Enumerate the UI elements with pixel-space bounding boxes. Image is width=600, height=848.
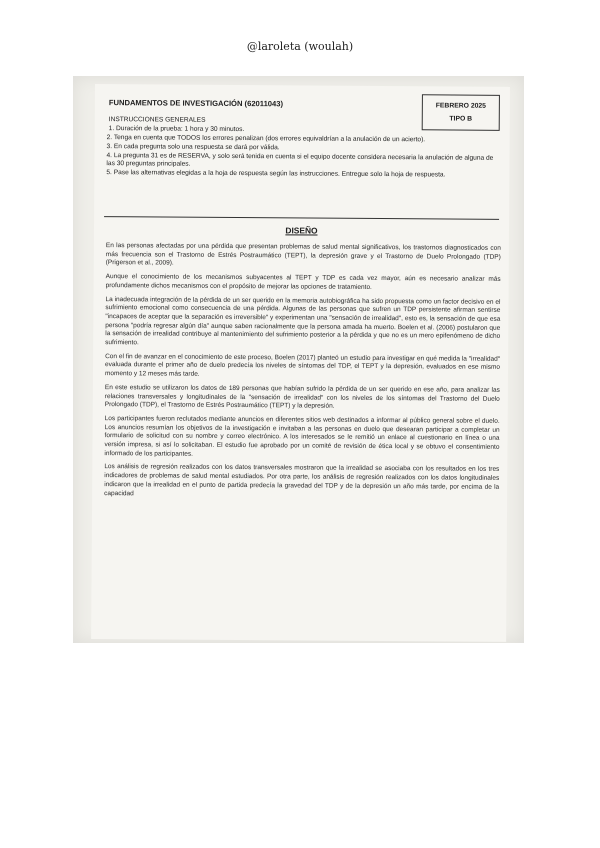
instruction-item: 1. Duración de la prueba: 1 hora y 30 minutos. xyxy=(108,124,245,133)
exam-type: TIPO B xyxy=(449,115,473,123)
paragraph: En este estudio se utilizaron los datos de 189 personas que habían sufrido la pérdida de un ser querido en ese año, para analizar las relaciones transversales y longitudinales de la "sensación de irrealidad" con los niveles de los síntomas del Trastorno del Duelo Prolongado (TDP), el Trastorno de Estrés Postraumático (TEPT) y la depresión. xyxy=(104,383,500,410)
instruction-item: 5. Pase las alternativas elegidas a la hoja de respuesta según las instrucciones. Entregue solo la hoja de respuesta. xyxy=(106,169,446,179)
paragraph: Con el fin de avanzar en el conocimiento de este proceso, Boelen (2017) planteó un estudio para investigar en qué medida la "irrealidad" evaluada durante el primer año de duelo predecía los niveles de síntomas del TDP, el TEPT y la depresión, evaluados en ese mismo momento y 12 meses más tarde. xyxy=(104,352,501,378)
instruction-item: 3. En cada pregunta solo una respuesta se dará por válida. xyxy=(106,142,280,152)
exam-subject: FUNDAMENTOS DE INVESTIGACIÓN (62011043) xyxy=(108,98,284,109)
exam-info-box xyxy=(422,94,500,131)
watermark: @laroleta (woulah) xyxy=(246,40,354,53)
paragraph: En las personas afectadas por una pérdida que presentan problemas de salud mental significativos, los trastornos diagnosticados con más frecuencia son el Trastorno de Estrés Postraumático (TEPT), la depresión grave y el Trastorno de Duelo Prolongado (TDP) (Prigerson et al., 2009). xyxy=(105,242,501,267)
paragraph: Los análisis de regresión realizados con los datos transversales mostraron que la irrealidad se asociaba con los resultados en los tres indicadores de problemas de salud mental estudiados. Por otra parte, los análisis de regresión realizados con los datos longitudinales indicaron que la irrealidad en el punto de partida predecía la gravedad del TDP y de la depresión un año más tarde, por encima de la capacidad xyxy=(104,463,500,497)
paragraph: Los participantes fueron reclutados mediante anuncios en diferentes sitios web destinados a informar al público general sobre el duelo. Los anuncios resumían los objetivos de la investigación e invitaban a las personas en duelo que desearan participar a completar un formulario de solicitud con su nombre y correo electrónico. A los interesados se le remitió un enlace al cuestionario en línea o una versión impresa, si así lo solicitaban. El estudio fue aprobado por un comité de revisión de ética local y se obtuvo el consentimiento informado de los participantes. xyxy=(104,415,500,458)
exam-sheet xyxy=(91,84,510,642)
paragraph: Aunque el conocimiento de los mecanismos subyacentes al TEPT y TDP es cada vez mayor, aún es necesario analizar más profundamente dichos mecanismos con el propósito de mejorar las opciones de tratamiento. xyxy=(105,273,501,291)
instructions xyxy=(109,116,431,136)
paragraph: La inadecuada integración de la pérdida de un ser querido en la memoria autobiográfica ha sido propuesta como un factor decisivo en el sufrimiento emocional como consecuencia de una pérdida. Algunas de las personas que sufren un TDP persistente afirman sentirse "incapaces de aceptar que la separación es irreversible" y experimentan una "sensación de irrealidad", esto es, la sensación de que esa persona "podría regresar algún día" aunque saben racionalmente que la persona amada ha muerto. Boelen et al. (2006) postularon que la sensación de irrealidad contribuye al mantenimiento del sufrimiento posterior a la pérdida y que no es un mero epifenómeno de dicho sufrimiento. xyxy=(105,295,501,347)
section-body xyxy=(104,242,501,506)
exam-photo xyxy=(73,76,524,643)
instructions-list xyxy=(106,134,502,227)
exam-date: FEBRERO 2025 xyxy=(435,102,487,110)
instructions-heading: INSTRUCCIONES GENERALES xyxy=(108,116,206,124)
instruction-item: 4. La pregunta 31 es de RESERVA, y solo será tenida en cuenta si el equipo docente considera necesaria la anulación de alguna de las 30 preguntas principales. xyxy=(106,151,494,169)
instruction-item: 2. Tenga en cuenta que TODOS los errores penalizan (dos errores equivaldrían a la anulación de un acierto). xyxy=(106,134,426,144)
section-title: DISEÑO xyxy=(285,225,318,236)
